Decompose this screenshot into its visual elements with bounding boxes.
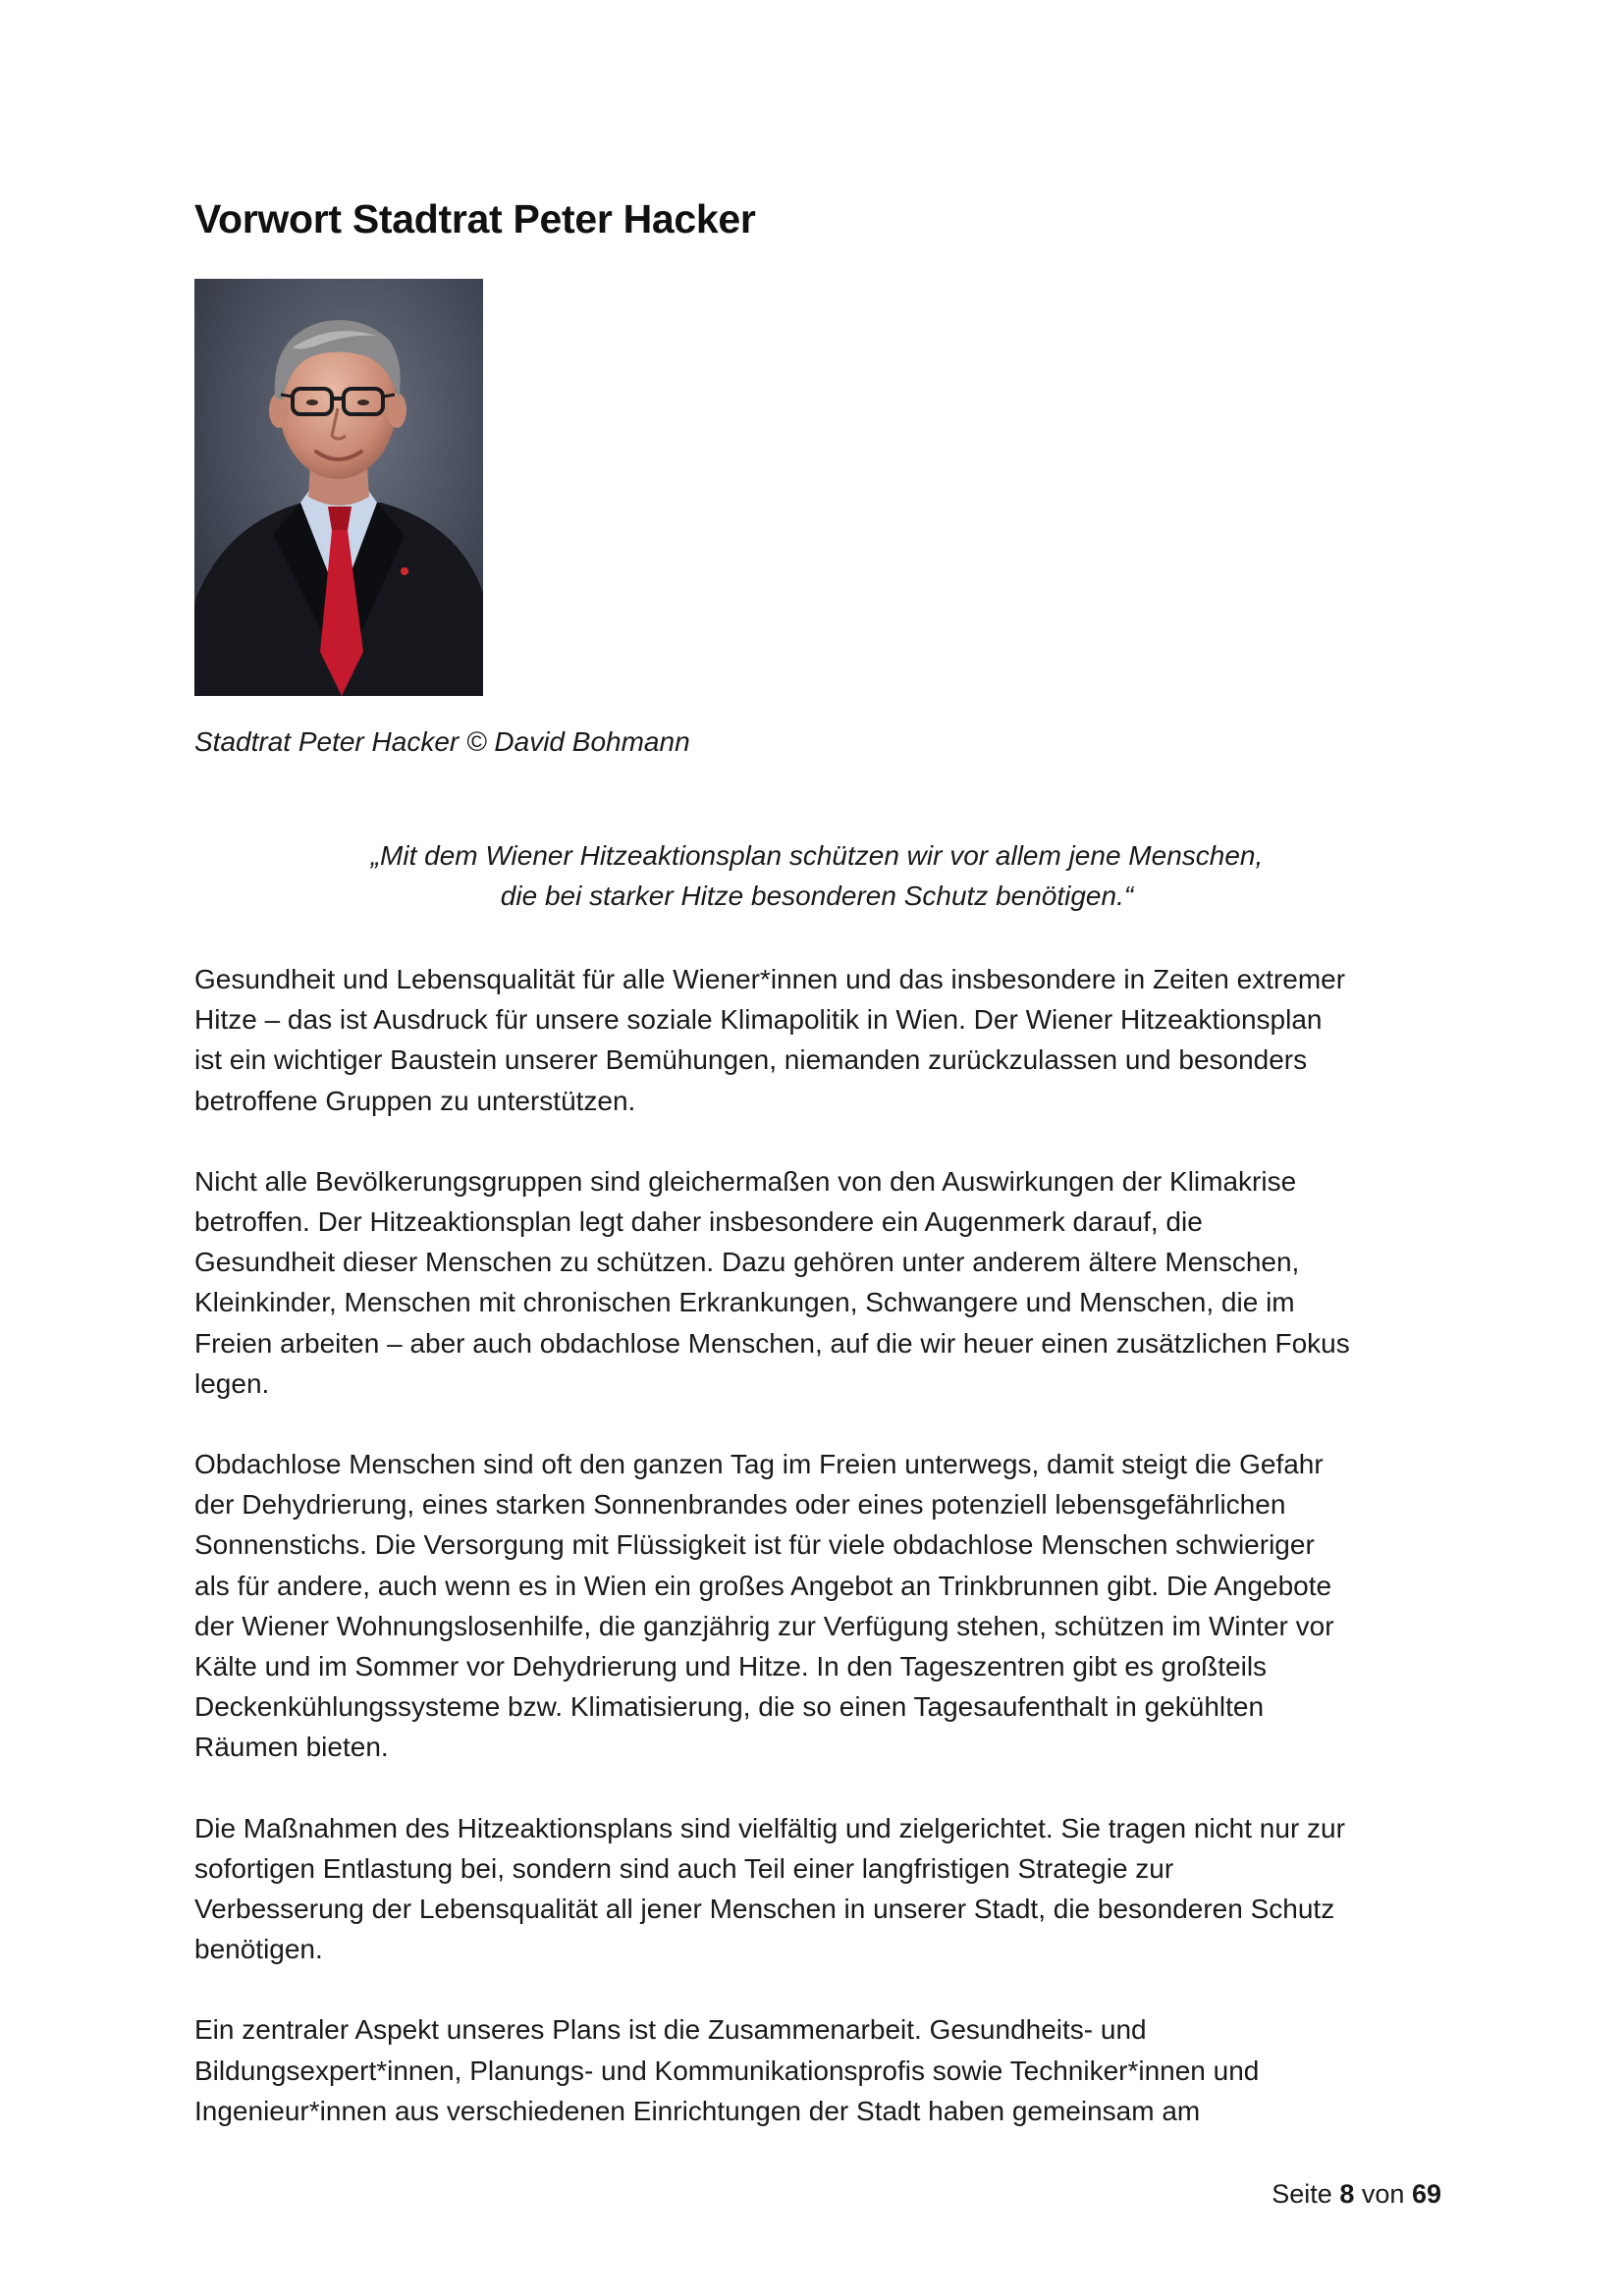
- text-line: Bildungsexpert*innen, Planungs- und Kommunikationsprofis sowie Techniker*innen und: [194, 2055, 1260, 2086]
- text-line: Die Maßnahmen des Hitzeaktionsplans sind vielfältig und zielgerichtet. Sie tragen nicht nur zur: [194, 1812, 1345, 1843]
- quote-line: „Mit dem Wiener Hitzeaktionsplan schützen wir vor allem jene Menschen,: [370, 840, 1264, 871]
- text-line: Ein zentraler Aspekt unseres Plans ist die Zusammenarbeit. Gesundheits- und: [194, 2014, 1147, 2046]
- paragraph: [194, 1808, 1461, 1970]
- portrait-illustration: [194, 279, 483, 696]
- total-pages: 69: [1411, 2179, 1441, 2209]
- paragraph: [194, 2009, 1461, 2131]
- paragraph: [194, 1444, 1461, 1768]
- text-line: betroffene Gruppen zu unterstützen.: [194, 1085, 636, 1116]
- text-line: Hitze – das ist Ausdruck für unsere soziale Klimapolitik in Wien. Der Wiener Hitzeaktionsplan: [194, 1004, 1323, 1036]
- text-line: der Wiener Wohnungslosenhilfe, die ganzjährig zur Verfügung stehen, schützen im Winter vor: [194, 1610, 1334, 1641]
- pull-quote: [194, 835, 1439, 916]
- text-line: Nicht alle Bevölkerungsgruppen sind gleichermaßen von den Auswirkungen der Klimakrise: [194, 1165, 1297, 1197]
- text-line: Gesundheit dieser Menschen zu schützen. Dazu gehören unter anderem ältere Menschen,: [194, 1247, 1300, 1278]
- text-line: Deckenkühlungssysteme bzw. Klimatisierung, die so einen Tagesaufenthalt in gekühlten: [194, 1691, 1265, 1723]
- text-line: Obdachlose Menschen sind oft den ganzen Tag im Freien unterwegs, damit steigt die Gefahr: [194, 1449, 1324, 1480]
- text-line: sofortigen Entlastung bei, sondern sind auch Teil einer langfristigen Strategie zur: [194, 1852, 1174, 1884]
- text-line: Ingenieur*innen aus verschiedenen Einrichtungen der Stadt haben gemeinsam am: [194, 2095, 1201, 2126]
- quote-line: die bei starker Hitze besonderen Schutz benötigen.“: [500, 881, 1134, 911]
- body-text: [194, 959, 1461, 2171]
- paragraph: [194, 959, 1461, 1121]
- text-line: als für andere, auch wenn es in Wien ein großes Angebot an Trinkbrunnen gibt. Die Angebote: [194, 1570, 1332, 1601]
- portrait-photo: [194, 279, 483, 696]
- text-line: ist ein wichtiger Baustein unserer Bemühungen, niemanden zurückzulassen und besonders: [194, 1044, 1308, 1076]
- text-line: Sonnenstichs. Die Versorgung mit Flüssigkeit ist für viele obdachlose Menschen schwieriger: [194, 1529, 1315, 1561]
- text-line: Gesundheit und Lebensqualität für alle Wiener*innen und das insbesondere in Zeiten extremer: [194, 964, 1346, 994]
- text-line: betroffen. Der Hitzeaktionsplan legt daher insbesondere ein Augenmerk darauf, die: [194, 1206, 1203, 1238]
- page-number-separator: von: [1361, 2179, 1405, 2209]
- paragraph: [194, 1161, 1461, 1404]
- page-title: Vorwort Stadtrat Peter Hacker: [194, 196, 756, 241]
- text-line: Kleinkinder, Menschen mit chronischen Erkrankungen, Schwangere und Menschen, die im: [194, 1287, 1295, 1318]
- photo-caption: Stadtrat Peter Hacker © David Bohmann: [194, 726, 690, 757]
- text-line: benötigen.: [194, 1934, 323, 1965]
- text-line: Räumen bieten.: [194, 1732, 389, 1763]
- page-number: [1272, 2179, 1441, 2210]
- text-line: Kälte und im Sommer vor Dehydrierung und Hitze. In den Tageszentren gibt es großteils: [194, 1651, 1268, 1682]
- text-line: legen.: [194, 1367, 270, 1399]
- text-line: der Dehydrierung, eines starken Sonnenbrandes oder eines potenziell lebensgefährlichen: [194, 1489, 1286, 1521]
- page-number-prefix: Seite: [1272, 2179, 1332, 2209]
- text-line: Verbesserung der Lebensqualität all jener Menschen in unserer Stadt, die besonderen Schutz: [194, 1894, 1335, 1925]
- current-page: 8: [1339, 2179, 1355, 2209]
- text-line: Freien arbeiten – aber auch obdachlose Menschen, auf die wir heuer einen zusätzlichen Fokus: [194, 1327, 1350, 1359]
